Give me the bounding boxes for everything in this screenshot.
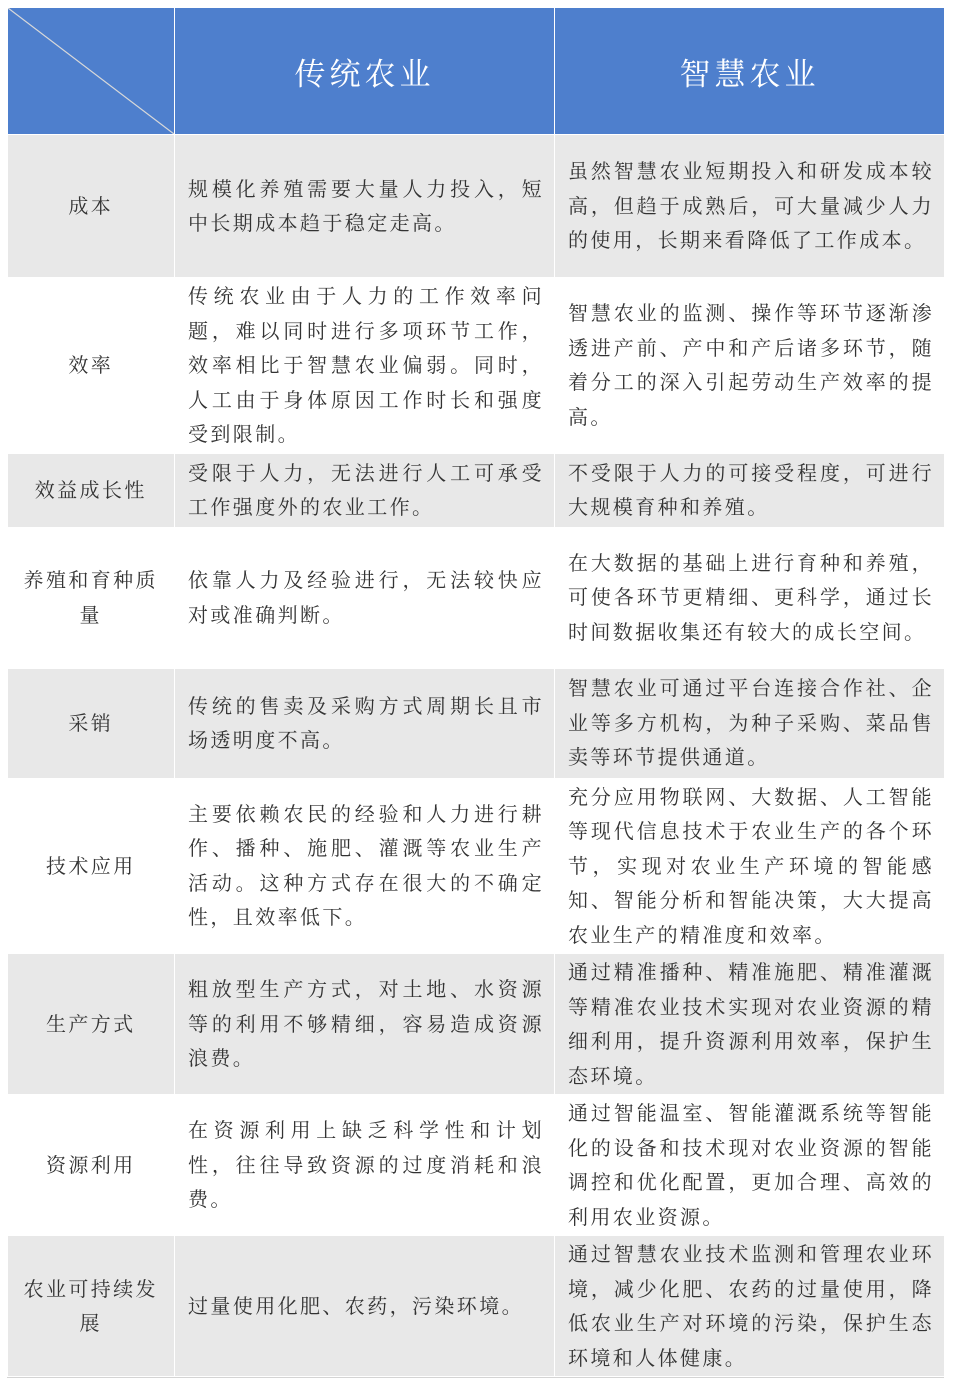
smart-cell: 智慧农业的监测、操作等环节逐渐渗透进产前、产中和产后诸多环节，随着分工的深入引起劳动生产效率的提高。 xyxy=(555,278,945,454)
row-aspect: 资源利用 xyxy=(8,1095,175,1236)
table-row xyxy=(8,1095,945,1236)
header-row xyxy=(8,8,945,135)
traditional-cell: 规模化养殖需要大量人力投入，短中长期成本趋于稳定走高。 xyxy=(175,135,555,278)
smart-cell: 不受限于人力的可接受程度，可进行大规模育种和养殖。 xyxy=(555,453,945,527)
traditional-cell: 过量使用化肥、农药，污染环境。 xyxy=(175,1236,555,1377)
row-aspect: 生产方式 xyxy=(8,954,175,1095)
row-aspect: 养殖和育种质量 xyxy=(8,527,175,668)
table-row xyxy=(8,1236,945,1377)
smart-cell: 通过精准播种、精准施肥、精准灌溉等精准农业技术实现对农业资源的精细利用，提升资源利用效率，保护生态环境。 xyxy=(555,954,945,1095)
row-aspect: 效益成长性 xyxy=(8,453,175,527)
table-row xyxy=(8,778,945,954)
table-row xyxy=(8,668,945,778)
row-aspect: 成本 xyxy=(8,135,175,278)
row-aspect: 采销 xyxy=(8,668,175,778)
traditional-cell: 传统农业由于人力的工作效率问题，难以同时进行多项环节工作，效率相比于智慧农业偏弱。同时，人工由于身体原因工作时长和强度受到限制。 xyxy=(175,278,555,454)
table-row xyxy=(8,527,945,668)
smart-cell: 充分应用物联网、大数据、人工智能等现代信息技术于农业生产的各个环节，实现对农业生产环境的智能感知、智能分析和智能决策，大大提高农业生产的精准度和效率。 xyxy=(555,778,945,954)
traditional-cell: 主要依赖农民的经验和人力进行耕作、播种、施肥、灌溉等农业生产活动。这种方式存在很大的不确定性，且效率低下。 xyxy=(175,778,555,954)
row-aspect: 农业可持续发展 xyxy=(8,1236,175,1377)
corner-cell xyxy=(8,8,175,135)
table-row xyxy=(8,954,945,1095)
table-row xyxy=(8,453,945,527)
smart-cell: 通过智慧农业技术监测和管理农业环境，减少化肥、农药的过量使用，降低农业生产对环境的污染，保护生态环境和人体健康。 xyxy=(555,1236,945,1377)
table-row xyxy=(8,278,945,454)
traditional-cell: 粗放型生产方式，对土地、水资源等的利用不够精细，容易造成资源浪费。 xyxy=(175,954,555,1095)
traditional-cell: 受限于人力，无法进行人工可承受工作强度外的农业工作。 xyxy=(175,453,555,527)
smart-cell: 在大数据的基础上进行育种和养殖，可使各环节更精细、更科学，通过长时间数据收集还有较大的成长空间。 xyxy=(555,527,945,668)
comparison-table-wrapper xyxy=(7,7,944,1378)
row-aspect: 技术应用 xyxy=(8,778,175,954)
header-smart: 智慧农业 xyxy=(555,8,945,135)
smart-cell: 智慧农业可通过平台连接合作社、企业等多方机构，为种子采购、菜品售卖等环节提供通道。 xyxy=(555,668,945,778)
comparison-table xyxy=(7,7,945,1377)
row-aspect: 效率 xyxy=(8,278,175,454)
traditional-cell: 在资源利用上缺乏科学性和计划性，往往导致资源的过度消耗和浪费。 xyxy=(175,1095,555,1236)
table-row xyxy=(8,135,945,278)
smart-cell: 通过智能温室、智能灌溉系统等智能化的设备和技术现对农业资源的智能调控和优化配置，更加合理、高效的利用农业资源。 xyxy=(555,1095,945,1236)
traditional-cell: 传统的售卖及采购方式周期长且市场透明度不高。 xyxy=(175,668,555,778)
smart-cell: 虽然智慧农业短期投入和研发成本较高，但趋于成熟后，可大量减少人力的使用，长期来看降低了工作成本。 xyxy=(555,135,945,278)
traditional-cell: 依靠人力及经验进行，无法较快应对或准确判断。 xyxy=(175,527,555,668)
header-traditional: 传统农业 xyxy=(175,8,555,135)
diagonal-divider xyxy=(8,8,174,134)
